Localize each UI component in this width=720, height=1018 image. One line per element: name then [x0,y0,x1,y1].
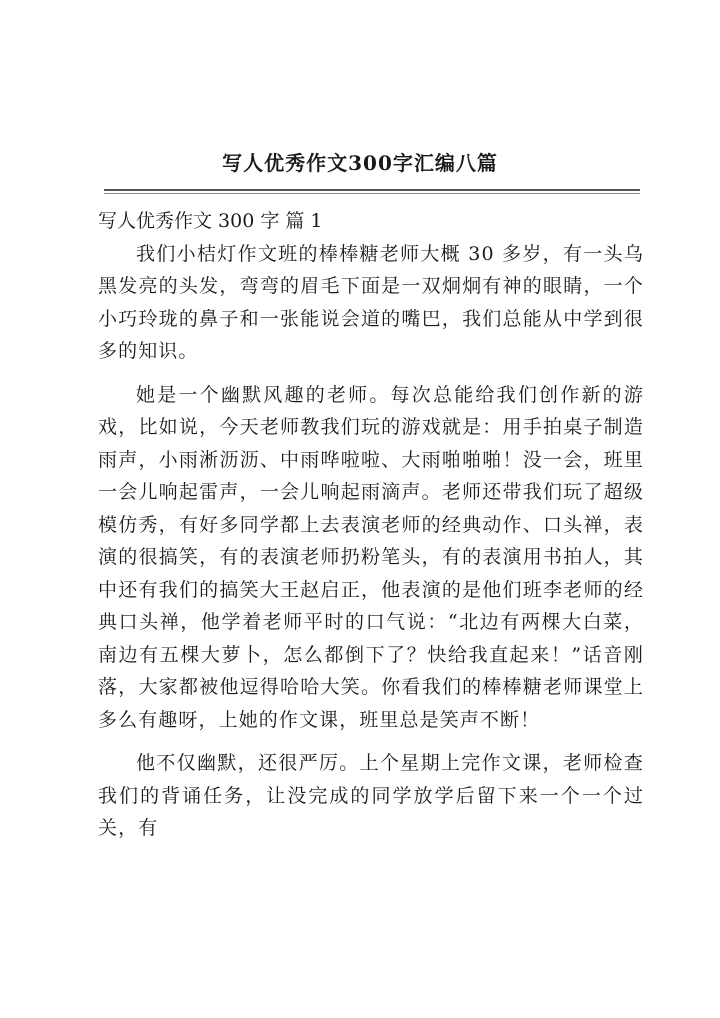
paragraph-2: 她是一个幽默风趣的老师。每次总能给我们创作新的游戏，比如说，今天老师教我们玩的游戏就是：用手拍桌子制造雨声，小雨淅沥沥、中雨哗啦啦、大雨啪啪啪！没一会，班里一会儿响起雷声，一会儿响起雨滴声。老师还带我们玩了超级模仿秀，有好多同学都上去表演老师的经典动作、口头禅，表演的很搞笑，有的表演老师扔粉笔头，有的表演用书拍人，其中还有我们的搞笑大王赵启正，他表演的是他们班李老师的经典口头禅，他学着老师平时的口气说：“北边有两棵大白菜，南边有五棵大萝卜，怎么都倒下了？快给我直起来！”话音刚落，大家都被他逗得哈哈大笑。你看我们的棒棒糖老师课堂上多么有趣呀，上她的作文课，班里总是笑声不断！ [98,383,644,731]
document-title: 写人优秀作文300字汇编八篇 [222,151,498,175]
section-heading: 写人优秀作文 300 字 篇 1 [98,210,323,232]
title-divider-thin [104,193,640,194]
title-divider-thick [104,189,640,191]
paragraph-3: 他不仅幽默，还很严厉。上个星期上完作文课，老师检查我们的背诵任务，让没完成的同学放学后留下来一个一个过关，有 [98,752,644,839]
document-body [98,205,644,845]
paragraph-1: 我们小桔灯作文班的棒棒糖老师大概 30 多岁，有一头乌黑发亮的头发，弯弯的眉毛下面是一双炯炯有神的眼睛，一个小巧玲珑的鼻子和一张能说会道的嘴巴，我们总能从中学到很多的知识。 [98,242,644,362]
